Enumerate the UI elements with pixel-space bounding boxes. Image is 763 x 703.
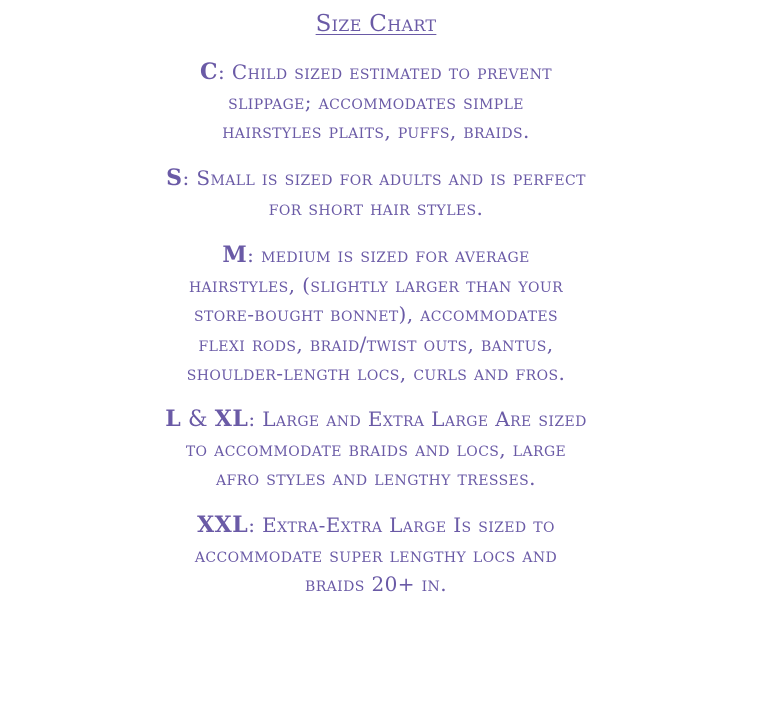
size-description-text: afro styles and lengthy tresses. [216,466,536,490]
size-description-text: : Extra-Extra Large Is sized to [248,513,555,537]
size-entry-line [0,164,752,194]
size-entry-line [0,241,752,271]
size-description-text: : medium is sized for average [247,243,530,267]
size-entry-small [0,164,752,223]
size-description-text: : Small is sized for adults and is perfect [182,166,586,190]
size-description-text: for short hair styles. [268,195,484,220]
size-chart-title: Size Chart [315,11,437,37]
size-entry-line [0,405,752,435]
size-code-m: M [222,242,248,268]
ampersand: & [188,407,208,432]
size-code-xxl: XXL [197,512,249,538]
size-description-text: hairstyles plaits, puffs, braids. [222,119,530,143]
size-description-text: to accommodate braids and locs, large [185,436,567,461]
size-code-s: S [166,165,183,191]
size-entry-line [0,58,752,88]
size-code-xl: XL [214,406,249,432]
size-code-l: L [165,406,182,432]
size-entry-large-xl [0,405,752,494]
size-description-text: store-bought bonnet), accommodates [194,302,558,326]
size-description-text: shoulder-length locs, curls and fros. [186,361,566,385]
size-description-text: : Large and Extra Large Are sized [248,407,587,431]
size-entry-line [0,511,752,541]
size-entry-child [0,58,752,147]
size-code-c: C [199,59,218,85]
size-description-text: hairstyles, (slightly larger than your [188,272,564,297]
size-description-text: : Child sized estimated to prevent [217,60,553,84]
size-description-text: braids 20+ in. [305,572,447,596]
size-description-text: accommodate super lengthy locs and [194,542,558,567]
size-description-text: flexi rods, braid/twist outs, bantus, [198,331,554,356]
size-entry-xxl [0,511,752,600]
size-entry-medium [0,241,752,389]
size-description-text: slippage; accommodates simple [228,89,524,114]
